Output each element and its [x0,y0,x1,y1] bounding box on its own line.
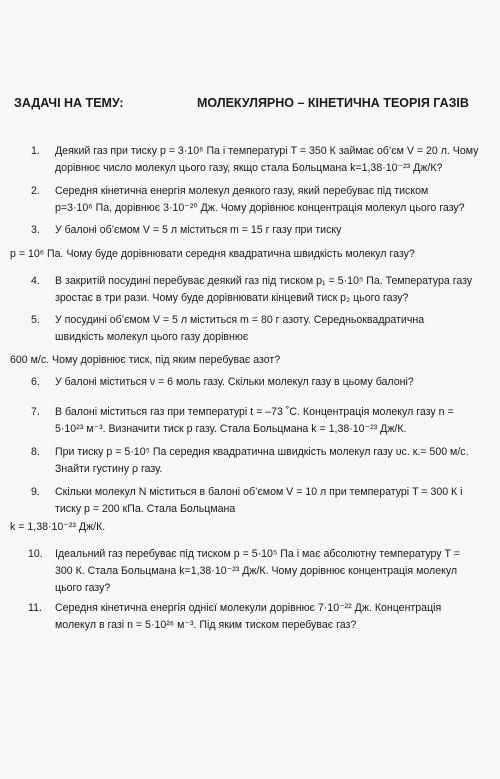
problem-continuation: k = 1,38·10⁻²³ Дж/К. [10,521,106,533]
problem-continuation: 600 м/с. Чому дорівнює тиск, під яким перебуває азот? [10,354,281,366]
problem-text-line: Ідеальний газ перебуває під тиском p = 5·10⁵ Па і має абсолютну температуру T = [55,548,460,560]
problem-text-line: Середня кінетична енергія молекул деякого газу, який перебуває під тиском [55,185,429,197]
problem-text-line: Деякий газ при тиску p = 3·10⁶ Па і температурі T = 350 К займає об’єм V = 20 л. Чому [55,145,479,157]
problem-number: 6. [31,376,40,388]
problem-text-line: цього газу? [55,582,111,594]
problem-number: 2. [31,185,40,197]
problem-text-line: 300 К. Стала Больцмана k=1,38·10⁻²³ Дж/К. Чому дорівнює концентрація молекул [55,565,458,577]
problem-text-line: молекул в газі n = 5·10²⁶ м⁻³. Під яким тиском перебуває газ? [55,619,357,631]
problem-text-line: тиску p = 200 кПа. Стала Больцмана [55,503,236,515]
problem-text-line: Середня кінетична енергія однієї молекули дорівнює 7·10⁻²² Дж. Концентрація [55,602,442,614]
problem-number: 11. [28,602,42,614]
problem-number: 5. [31,314,40,326]
header-left: ЗАДАЧІ НА ТЕМУ: [14,96,124,110]
problem-text-line: У балоні міститься ν = 6 моль газу. Скільки молекул газу в цьому балоні? [55,376,414,388]
problem-text-line: Знайти густину ρ газу. [55,463,163,475]
problem-text-line: p=3·10⁶ Па, дорівнює 3·10⁻²⁰ Дж. Чому дорівнює концентрація молекул цього газу? [55,202,465,214]
problem-number: 7. [31,406,40,418]
problem-number: 3. [31,224,40,236]
problem-text-line: У балоні об’ємом V = 5 л міститься m = 15 г газу при тиску [55,224,342,236]
problem-text-line: дорівнює число молекул цього газу, якщо стала Больцмана k=1,38·10⁻²³ Дж/К? [55,162,443,174]
problem-number: 1. [31,145,40,157]
problem-text-line: При тиску p = 5·10⁵ Па середня квадратична швидкість молекул газу υс. к.= 500 м/с. [55,446,469,458]
problem-continuation: p = 10⁶ Па. Чому буде дорівнювати середня квадратична швидкість молекул газу? [10,248,415,260]
problem-number: 8. [31,446,40,458]
problem-text-line: В балоні міститься газ при температурі t = –73 ˚С. Концентрація молекул газу n = [55,406,454,418]
problem-number: 9. [31,486,40,498]
problem-text-line: В закритій посудині перебуває деякий газ під тиском p₁ = 5·10⁵ Па. Температура газу [55,275,473,287]
problem-text-line: У посудині об’ємом V = 5 л міститься m = 80 г азоту. Середньоквадратична [55,314,425,326]
problem-text-line: 5·10²³ м⁻³. Визначити тиск p газу. Стала Больцмана k = 1,38·10⁻²³ Дж/К. [55,423,407,435]
problem-text-line: зростає в три рази. Чому буде дорівнювати кінцевий тиск p₂ цього газу? [55,292,409,304]
header-title: МОЛЕКУЛЯРНО – КІНЕТИЧНА ТЕОРІЯ ГАЗІВ [197,96,469,110]
problem-number: 4. [31,275,40,287]
problem-number: 10. [28,548,43,560]
problem-text-line: швидкість молекул цього газу дорівнює [55,331,249,343]
problem-text-line: Скільки молекул N міститься в балоні об’ємом V = 10 л при температурі T = 300 К і [55,486,463,498]
